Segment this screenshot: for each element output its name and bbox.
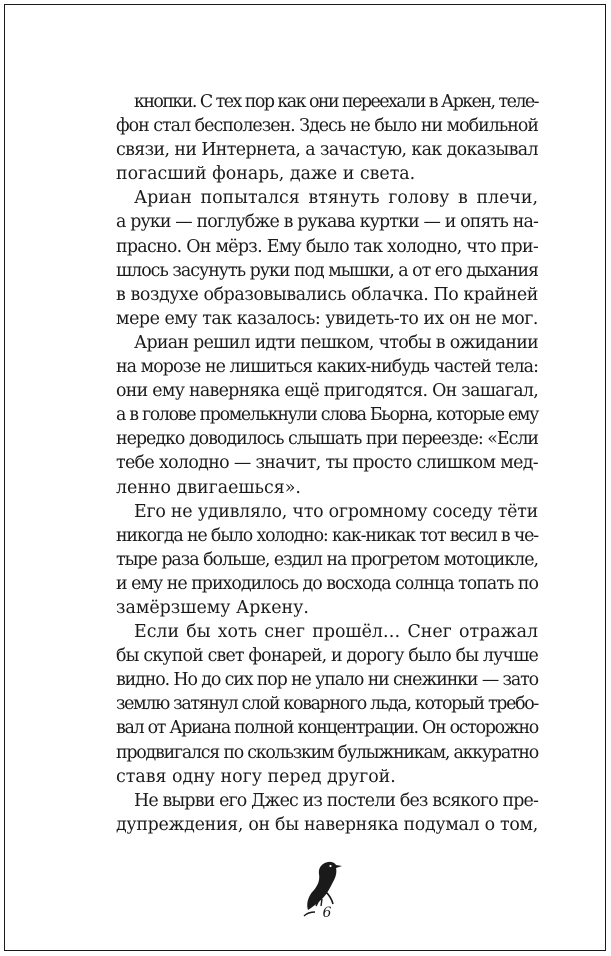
text-line: бы скупой свет фонарей, и дорогу было бы лучше (116, 646, 539, 667)
text-line: и ему не приходилось до восхода солнца топать по (116, 573, 538, 594)
text-line: никогда не было холодно: как-никак тот весил в че- (116, 525, 539, 546)
text-line: а в голове промелькнули слова Бьорна, которые ему (116, 405, 539, 426)
paragraph (116, 789, 538, 837)
text-line: видно. Но до сих пор не упало ни снежинки — зато (116, 670, 539, 691)
text-line: ленно двигаешься». (116, 477, 301, 498)
text-line: шлось засунуть руки под мышки, а от его дыхания (116, 260, 538, 281)
text-line: тыре раза больше, ездил на прогретом мотоцикле, (116, 549, 538, 570)
text-line: продвигался по скользким булыжникам, аккуратно (116, 742, 538, 763)
paragraph (116, 620, 538, 789)
text-line: Его не удивляло, что огромному соседу тёти (134, 501, 538, 522)
body-text (116, 90, 538, 837)
paragraph (116, 500, 538, 620)
text-line: связи, ни Интернета, а зачастую, как доказывал (116, 140, 538, 161)
text-line: дупреждения, он бы наверняка подумал о том, (116, 814, 538, 835)
text-line: ставя одну ногу перед другой. (116, 766, 396, 787)
paragraph (116, 331, 538, 500)
text-line: прасно. Он мёрз. Ему было так холодно, что при- (116, 236, 539, 257)
text-line: Ариан попытался втянуть голову в плечи, (134, 188, 538, 209)
text-line: кнопки. С тех пор как они переехали в Аркен, теле- (134, 92, 539, 112)
text-line: погасший фонарь, даже и света. (116, 164, 416, 185)
text-line: они ему наверняка ещё пригодятся. Он зашагал, (116, 381, 539, 402)
paragraph (116, 90, 538, 186)
page-number: 6 (322, 905, 332, 921)
text-line: в воздухе образовывались облачка. По крайней (116, 284, 538, 305)
text-line: нередко доводилось слышать при переезде: «Если (116, 429, 539, 450)
text-line: Не вырви его Джес из постели без всякого пре- (134, 790, 539, 811)
text-line: а руки — поглубже в рукава куртки — и опять на- (116, 212, 538, 233)
text-line: землю затянул слой коварного льда, который требо- (116, 694, 538, 715)
text-line: мере ему так казалось: увидеть-то их он не мог. (116, 308, 538, 329)
text-line: вал от Ариана полной концентрации. Он осторожно (116, 718, 538, 739)
text-line: замёрзшему Аркену. (116, 597, 309, 618)
text-line: на морозе не лишиться каких-нибудь частей тела: (116, 357, 538, 378)
paragraph (116, 186, 538, 331)
text-line: тебе холодно — значит, ты просто слишком мед- (116, 453, 539, 474)
text-line: фон стал бесполезен. Здесь не было ни мобильной (116, 116, 538, 137)
text-line: Если бы хоть снег прошёл… Снег отражал (134, 622, 538, 643)
text-line: Ариан решил идти пешком, чтобы в ожидании (134, 332, 538, 353)
